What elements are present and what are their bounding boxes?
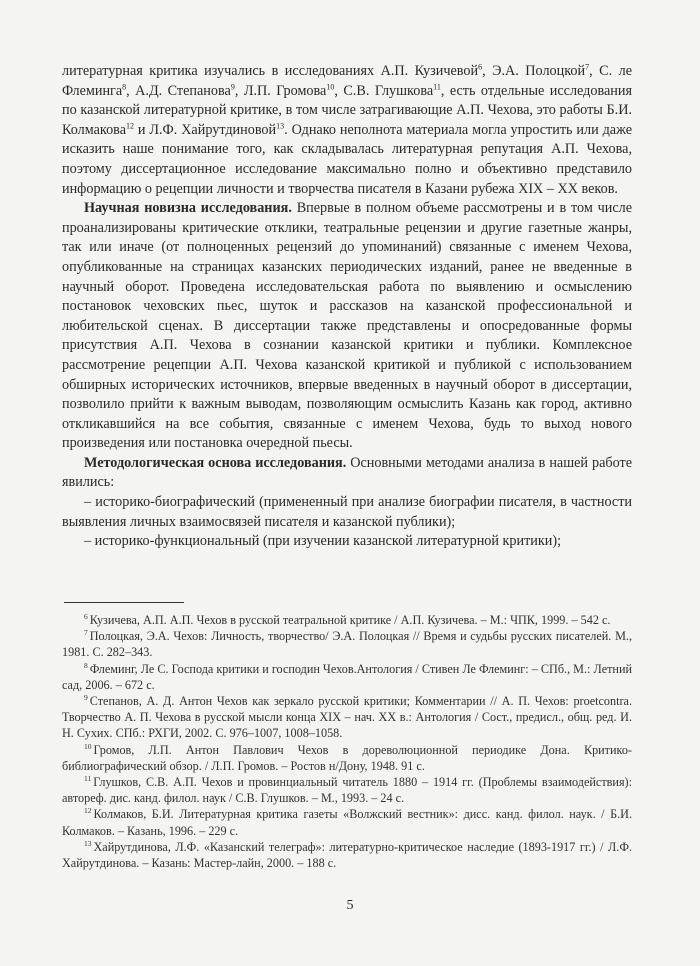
- text-run: , Э.А. Полоцкой: [482, 63, 586, 79]
- footnote-ref[interactable]: 8: [122, 81, 127, 91]
- footnote-ref[interactable]: 10: [326, 81, 335, 91]
- footnote-ref[interactable]: 13: [276, 121, 285, 131]
- footnote-text: Степанов, А. Д. Антон Чехов как зеркало русской критики; Комментарии // А. П. Чехов: proetcontra. Творчество А. П. Чехова в русской мысли конца XIX – нач. XX в.: Антология / Сост., предисл., общ. ред. И. Н. Сухих. СПб.: РХГИ, 2002. С. 976–1007, 1008–1058.: [62, 694, 632, 741]
- footnote: [62, 693, 632, 742]
- text-run: литературная критика изучались в исследованиях А.П. Кузичевой: [62, 63, 479, 79]
- footnote-ref[interactable]: 12: [126, 121, 134, 131]
- footnote-number: 10: [84, 741, 92, 751]
- method-list-item: – историко-функциональный (при изучении казанской литературной критики);: [84, 533, 562, 550]
- paragraph-methodology: [62, 454, 632, 493]
- footnote-number: 9: [84, 692, 88, 702]
- paragraph-literature-review: [62, 62, 632, 199]
- text-run: Основными методами анализа в нашей работе явились:: [62, 454, 632, 491]
- footnote-number: 12: [84, 806, 92, 816]
- footnote: [62, 774, 632, 806]
- footnote-separator: [64, 602, 184, 603]
- text-run: , Л.П. Громова: [234, 82, 327, 99]
- text-run: Впервые в полном объеме рассмотрены и в том числе проанализированы критические отклики, театральные рецензии и другие газетные жанры, так или иначе (от полноценных рецензий до упоминаний) связанные с именем Чехова, опубликованные на страницах казанских периодических изданий, ранее не введенные в научный оборот. Проведена исследовательская работа по выявлению и осмыслению постановок чеховских пьес, шуток и рассказов на казанской профессиональной и любительской сценах. В диссертации также представлены и опосредованные формы присутствия А.П. Чехова в сознании казанской критики и публики. Комплексное рассмотрение рецепции А.П. Чехова казанской критикой и публикой с использованием обширных исторических источников, впервые введенных в научный оборот в диссертации, позволило прийти к важным выводам, позволяющим осмыслить Казань как город, активно откликавшийся на все события, связанные с именем Чехова, будь то выход нового произведения или постановка очередной пьесы.: [62, 200, 633, 452]
- text-run: , С. ле Флеминга: [62, 63, 633, 99]
- text-run: . Однако неполнота материала могла упростить или даже исказить наше понимание того, как складывалась литературная репутация А.П. Чехова, поэтому диссертационное исследование максимально полно и объективно представило информацию о рецепции личности и творчества писателя в Казани рубежа XIX – XX веков.: [62, 121, 632, 197]
- text-run: , А.Д. Степанова: [126, 82, 231, 99]
- footnote-number: 11: [84, 773, 92, 783]
- footnote-number: 8: [84, 660, 88, 670]
- footnote: [62, 806, 632, 838]
- footnotes: [62, 612, 632, 871]
- method-list-item: – историко-биографический (примененный при анализе биографии писателя, в частности выявления личных взаимосвязей писателя и казанской публики);: [62, 494, 632, 530]
- footnote: [62, 612, 632, 628]
- text-run: , С.В. Глушкова: [334, 82, 434, 99]
- paragraph-novelty: [62, 199, 632, 454]
- footnote: [62, 742, 632, 774]
- footnote-number: 7: [84, 628, 88, 638]
- section-heading-methodology: Методологическая основа исследования.: [84, 454, 347, 471]
- footnote-text: Полоцкая, Э.А. Чехов: Личность, творчество/ Э.А. Полоцкая // Время и судьбы русских писателей. М., 1981. С. 282–343.: [62, 629, 632, 660]
- page-number: 5: [346, 898, 354, 913]
- body-text: [62, 62, 632, 552]
- footnote-text: Хайрутдинова, Л.Ф. «Казанский телеграф»: литературно-критическое наследие (1893-1917 гг.) / Л.Ф. Хайрутдинова. – Казань: Мастер-лайн, 2000. – 188 с.: [62, 839, 632, 871]
- text-run: , есть отдельные исследования по казанской литературной критике, в том числе затрагивающие А.П. Чехова, это работы Б.И. Колмакова: [62, 82, 632, 138]
- footnote-ref[interactable]: 7: [585, 62, 590, 72]
- footnote-number: 6: [84, 611, 88, 621]
- footnote-text: Глушков, С.В. А.П. Чехов и провинциальный читатель 1880 – 1914 гг. (Проблемы взаимодействия): автореф. дис. канд. филол. наук / С.В. Глушков. – М., 1993. – 24 с.: [62, 775, 632, 806]
- footnote-text: Кузичева, А.П. А.П. Чехов в русской театральной критике / А.П. Кузичева. – М.: ЧПК, 1999. – 542 с.: [89, 613, 611, 627]
- footnote-ref[interactable]: 6: [478, 62, 483, 72]
- footnote: [62, 839, 632, 871]
- footnote: [62, 628, 632, 660]
- section-heading-novelty: Научная новизна исследования.: [84, 200, 292, 217]
- footnote-text: Громов, Л.П. Антон Павлович Чехов в дореволюционной периодике Дона. Критико-библиографический обзор. / Л.П. Громов. – Ростов н/Дону, 1948. 91 с.: [62, 742, 632, 773]
- footnote-number: 13: [84, 838, 92, 848]
- text-run: и Л.Ф. Хайрутдиновой: [134, 121, 277, 138]
- footnote-text: Флеминг, Ле С. Господа критики и господин Чехов.Антология / Стивен Ле Флеминг: – СПб., М.: Летний сад, 2006. – 672 с.: [62, 661, 632, 692]
- footnote-ref[interactable]: 11: [433, 81, 441, 91]
- footnote-text: Колмаков, Б.И. Литературная критика газеты «Волжский вестник»: дисс. канд. филол. наук. / Б.И. Колмаков. – Казань, 1996. – 229 с.: [62, 807, 632, 838]
- footnote-ref[interactable]: 9: [230, 81, 235, 91]
- footnote: [62, 661, 632, 693]
